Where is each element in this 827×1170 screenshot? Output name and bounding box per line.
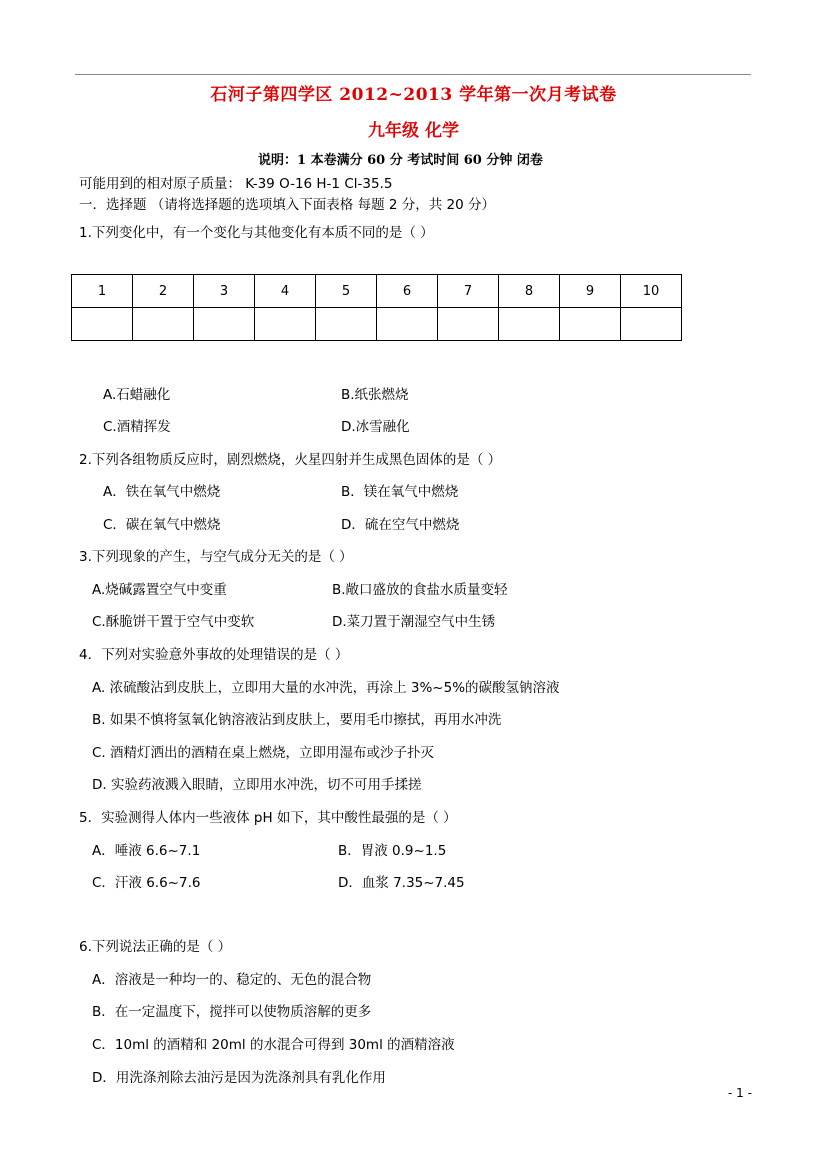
answer-table-header-row [72,275,682,308]
answer-number: 9 [560,275,621,308]
answer-number: 3 [194,275,255,308]
option-a: A．铁在氧气中燃烧 [103,484,221,500]
option-d: D．硫在空气中燃烧 [341,517,460,533]
answer-cell[interactable] [316,308,377,341]
option-d: D．用洗涤剂除去油污是因为洗涤剂具有乳化作用 [92,1070,386,1086]
option-a: A.石蜡融化 [103,387,171,403]
page-number: - 1 - [728,1086,752,1100]
question-stem: 1.下列变化中，有一个变化与其他变化有本质不同的是（ ） [79,225,434,241]
answer-number: 1 [72,275,133,308]
option-c: C.酒精挥发 [103,419,171,435]
answer-number: 8 [499,275,560,308]
answer-cell[interactable] [72,308,133,341]
option-a: A. 浓硫酸沾到皮肤上，立即用大量的水冲洗，再涂上 3%~5%的碳酸氢钠溶液 [92,680,560,696]
exam-note: 说明：1 本卷满分 60 分 考试时间 60 分钟 闭卷 [258,153,543,168]
question-stem: 3.下列现象的产生，与空气成分无关的是（ ） [79,549,353,565]
option-c: C．碳在氧气中燃烧 [103,517,221,533]
option-c: C. 酒精灯洒出的酒精在桌上燃烧，立即用湿布或沙子扑灭 [92,745,435,761]
answer-number: 6 [377,275,438,308]
option-b: B.敞口盛放的食盐水质量变轻 [332,582,508,598]
option-d: D.冰雪融化 [341,419,410,435]
answer-table [71,274,682,341]
option-b: B．镁在氧气中燃烧 [341,484,459,500]
option-b: B.纸张燃烧 [341,387,409,403]
question-stem: 6.下列说法正确的是（ ） [79,939,232,955]
answer-cell[interactable] [255,308,316,341]
option-c: C．汗液 6.6~7.6 [92,875,201,891]
option-a: A．唾液 6.6~7.1 [92,843,201,859]
answer-number: 5 [316,275,377,308]
section-heading: 一．选择题 （请将选择题的选项填入下面表格 每题 2 分，共 20 分） [79,197,496,213]
option-a: A．溶液是一种均一的、稳定的、无色的混合物 [92,972,372,988]
answer-cell[interactable] [377,308,438,341]
option-c: C．10ml 的酒精和 20ml 的水混合可得到 30ml 的酒精溶液 [92,1037,455,1053]
answer-cell[interactable] [621,308,682,341]
question-stem: 4．下列对实验意外事故的处理错误的是（ ） [79,647,349,663]
answer-table-blank-row [72,308,682,341]
answer-cell[interactable] [438,308,499,341]
answer-cell[interactable] [499,308,560,341]
answer-number: 4 [255,275,316,308]
option-d: D.菜刀置于潮湿空气中生锈 [332,614,496,630]
answer-cell[interactable] [133,308,194,341]
exam-subtitle: 九年级 化学 [368,121,459,141]
option-b: B．胃液 0.9~1.5 [338,843,447,859]
option-b: B．在一定温度下，搅拌可以使物质溶解的更多 [92,1004,372,1020]
answer-number: 2 [133,275,194,308]
answer-number: 7 [438,275,499,308]
header-rule [75,74,751,75]
answer-number: 10 [621,275,682,308]
option-b: B. 如果不慎将氢氧化钠溶液沾到皮肤上，要用毛巾擦拭，再用水冲洗 [92,712,502,728]
question-stem: 2.下列各组物质反应时，剧烈燃烧，火星四射并生成黑色固体的是（ ） [79,452,502,468]
atomic-masses: 可能用到的相对原子质量： K-39 O-16 H-1 Cl-35.5 [79,176,393,192]
option-c: C.酥脆饼干置于空气中变软 [92,614,255,630]
question-stem: 5．实验测得人体内一些液体 pH 如下，其中酸性最强的是（ ） [79,810,457,826]
answer-cell[interactable] [194,308,255,341]
exam-title: 石河子第四学区 2012~2013 学年第一次月考试卷 [210,85,617,105]
option-a: A.烧碱露置空气中变重 [92,582,227,598]
answer-cell[interactable] [560,308,621,341]
option-d: D. 实验药液溅入眼睛，立即用水冲洗，切不可用手揉搓 [92,777,422,793]
option-d: D．血浆 7.35~7.45 [338,875,465,891]
